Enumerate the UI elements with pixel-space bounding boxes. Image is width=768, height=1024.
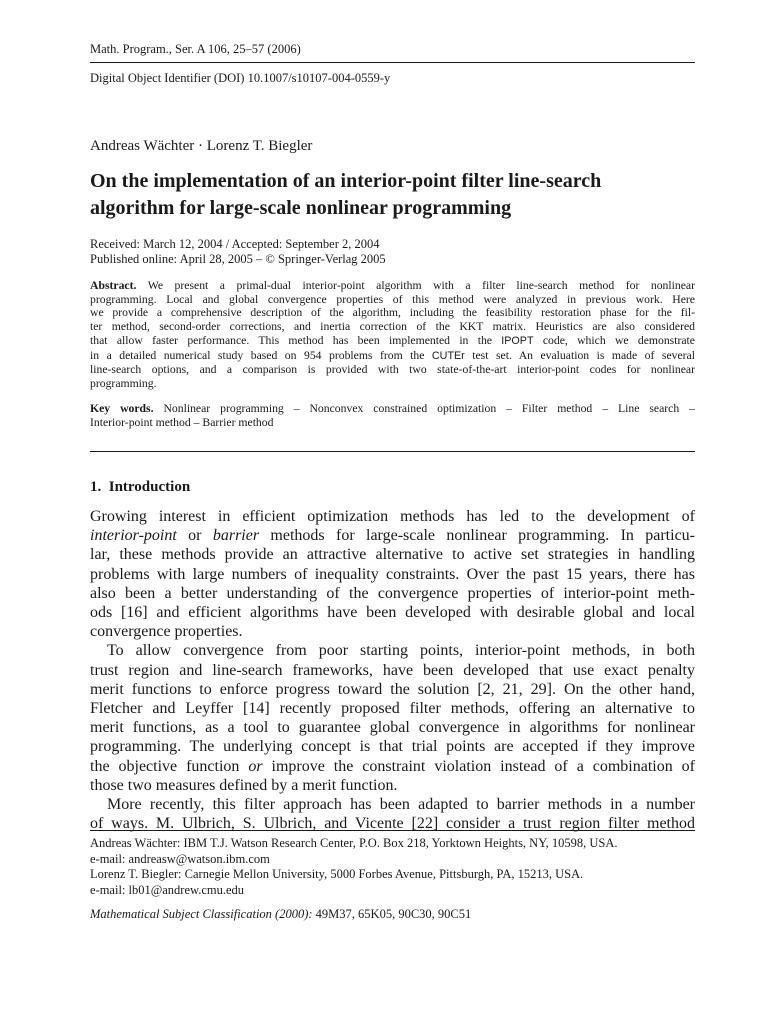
body-line: problems with large numbers of inequality constraints. Over the past 15 years, there has <box>90 565 695 583</box>
body-line <box>90 757 695 776</box>
subject-classification <box>90 907 695 923</box>
body-text: improve the constraint violation instead of a combination of <box>262 757 695 775</box>
emphasis: interior-point <box>90 527 177 545</box>
header-rule <box>90 62 695 63</box>
keywords-line <box>90 402 695 416</box>
keywords-text: Nonlinear programming – Nonconvex constrained optimization – Filter method – Line search – <box>153 402 695 415</box>
body-text: or <box>176 527 213 545</box>
ipopt-software-name: IPOPT <box>501 334 534 347</box>
title-line: On the implementation of an interior-point filter line-search <box>90 170 602 192</box>
body-line: convergence properties. <box>90 623 243 641</box>
journal-citation: Math. Program., Ser. A 106, 25–57 (2006) <box>90 42 301 56</box>
abstract-text: code, which we demonstrate <box>533 333 695 347</box>
keywords <box>90 402 695 429</box>
body-line: of ways. M. Ulbrich, S. Ulbrich, and Vicente [22] consider a trust region filter method <box>90 815 695 833</box>
body-line: merit functions to enforce progress toward the solution [2, 21, 29]. On the other hand, <box>90 680 695 698</box>
msc-codes: 49M37, 65K05, 90C30, 90C51 <box>312 907 472 921</box>
abstract-line <box>90 279 695 293</box>
publication-dates <box>90 237 695 267</box>
body-line: those two measures defined by a merit function. <box>90 776 398 794</box>
email-line: e-mail: lb01@andrew.cmu.edu <box>90 882 245 897</box>
abstract-text: that allow faster performance. This method has been implemented in the <box>90 333 502 347</box>
emphasis: barrier <box>212 527 260 545</box>
footnote-rule <box>90 830 695 831</box>
body-line: To allow convergence from poor starting points, interior-point methods, in both <box>107 642 695 660</box>
abstract-text: in a detailed numerical study based on 954 problems from the <box>90 348 432 362</box>
body-line: ods [16] and efficient algorithms have been developed with desirable global and local <box>90 604 695 622</box>
keywords-line: Interior-point method – Barrier method <box>90 415 274 429</box>
section-number: 1. <box>90 479 102 495</box>
body-line: Growing interest in efficient optimization methods has led to the development of <box>90 508 695 525</box>
abstract-line: ter method, second-order corrections, and inertia correction of the KKT matrix. Heuristics are also considered <box>90 320 695 334</box>
affiliation-line: Andreas Wächter: IBM T.J. Watson Research Center, P.O. Box 218, Yorktown Heights, NY, 10598, USA. <box>90 836 618 850</box>
doi-line: Digital Object Identifier (DOI) 10.1007/s10107-004-0559-y <box>90 71 391 85</box>
body-line: programming. The underlying concept is that trial points are accepted if they improve <box>90 738 695 756</box>
abstract-line: programming. <box>90 376 157 390</box>
body-line: More recently, this filter approach has been adapted to barrier methods in a number <box>107 796 695 814</box>
introduction-body <box>90 507 695 833</box>
paper-title <box>90 168 695 222</box>
affiliation-line: Lorenz T. Biegler: Carnegie Mellon University, 5000 Forbes Avenue, Pittsburgh, PA, 15213, USA. <box>90 867 584 881</box>
body-line: merit functions, as a tool to guarantee global convergence in algorithms for nonlinear <box>90 719 695 737</box>
section-title: Introduction <box>108 479 191 495</box>
msc-label: Mathematical Subject Classification (2000): <box>90 907 313 921</box>
abstract-line <box>90 334 695 349</box>
section-heading <box>90 477 695 497</box>
abstract-text: test set. An evaluation is made of several <box>464 348 695 362</box>
author1-affiliation <box>90 836 695 867</box>
body-text: the objective function <box>90 757 249 775</box>
author2-affiliation <box>90 867 695 898</box>
body-text: methods for large-scale nonlinear programming. In particu- <box>259 527 696 545</box>
abstract-rule <box>90 451 695 452</box>
abstract <box>90 279 695 391</box>
body-line: lar, these methods provide an attractive alternative to active set strategies in handling <box>90 546 695 564</box>
keywords-label: Key words. <box>90 402 154 415</box>
author-names: Andreas Wächter · Lorenz T. Biegler <box>90 138 313 154</box>
abstract-label: Abstract. <box>90 279 137 292</box>
abstract-line: programming. Local and global convergence properties of this method were analyzed in previous work. Here <box>90 292 695 306</box>
abstract-text: We present a primal-dual interior-point algorithm with a filter line-search method for nonlinear <box>136 279 695 292</box>
body-line: trust region and line-search frameworks, have been developed that use exact penalty <box>90 661 695 679</box>
published-date: Published online: April 28, 2005 – © Springer-Verlag 2005 <box>90 252 386 266</box>
body-line <box>90 526 695 545</box>
received-date: Received: March 12, 2004 / Accepted: September 2, 2004 <box>90 237 380 251</box>
body-line: also been a better understanding of the convergence properties of interior-point meth- <box>90 584 695 602</box>
abstract-line: we provide a comprehensive description of the algorithm, including the feasibility restoration phase for the fil- <box>90 306 695 320</box>
email-line: e-mail: andreasw@watson.ibm.com <box>90 851 270 866</box>
abstract-line: line-search options, and a comparison is provided with two state-of-the-art interior-point codes for nonlinear <box>90 363 695 377</box>
abstract-line <box>90 349 695 364</box>
cuter-software-name: CUTEr <box>431 349 465 362</box>
body-line: Fletcher and Leyffer [14] recently proposed filter methods, offering an alternative to <box>90 700 695 718</box>
title-line: algorithm for large-scale nonlinear programming <box>90 197 512 219</box>
emphasis: or <box>248 757 263 775</box>
